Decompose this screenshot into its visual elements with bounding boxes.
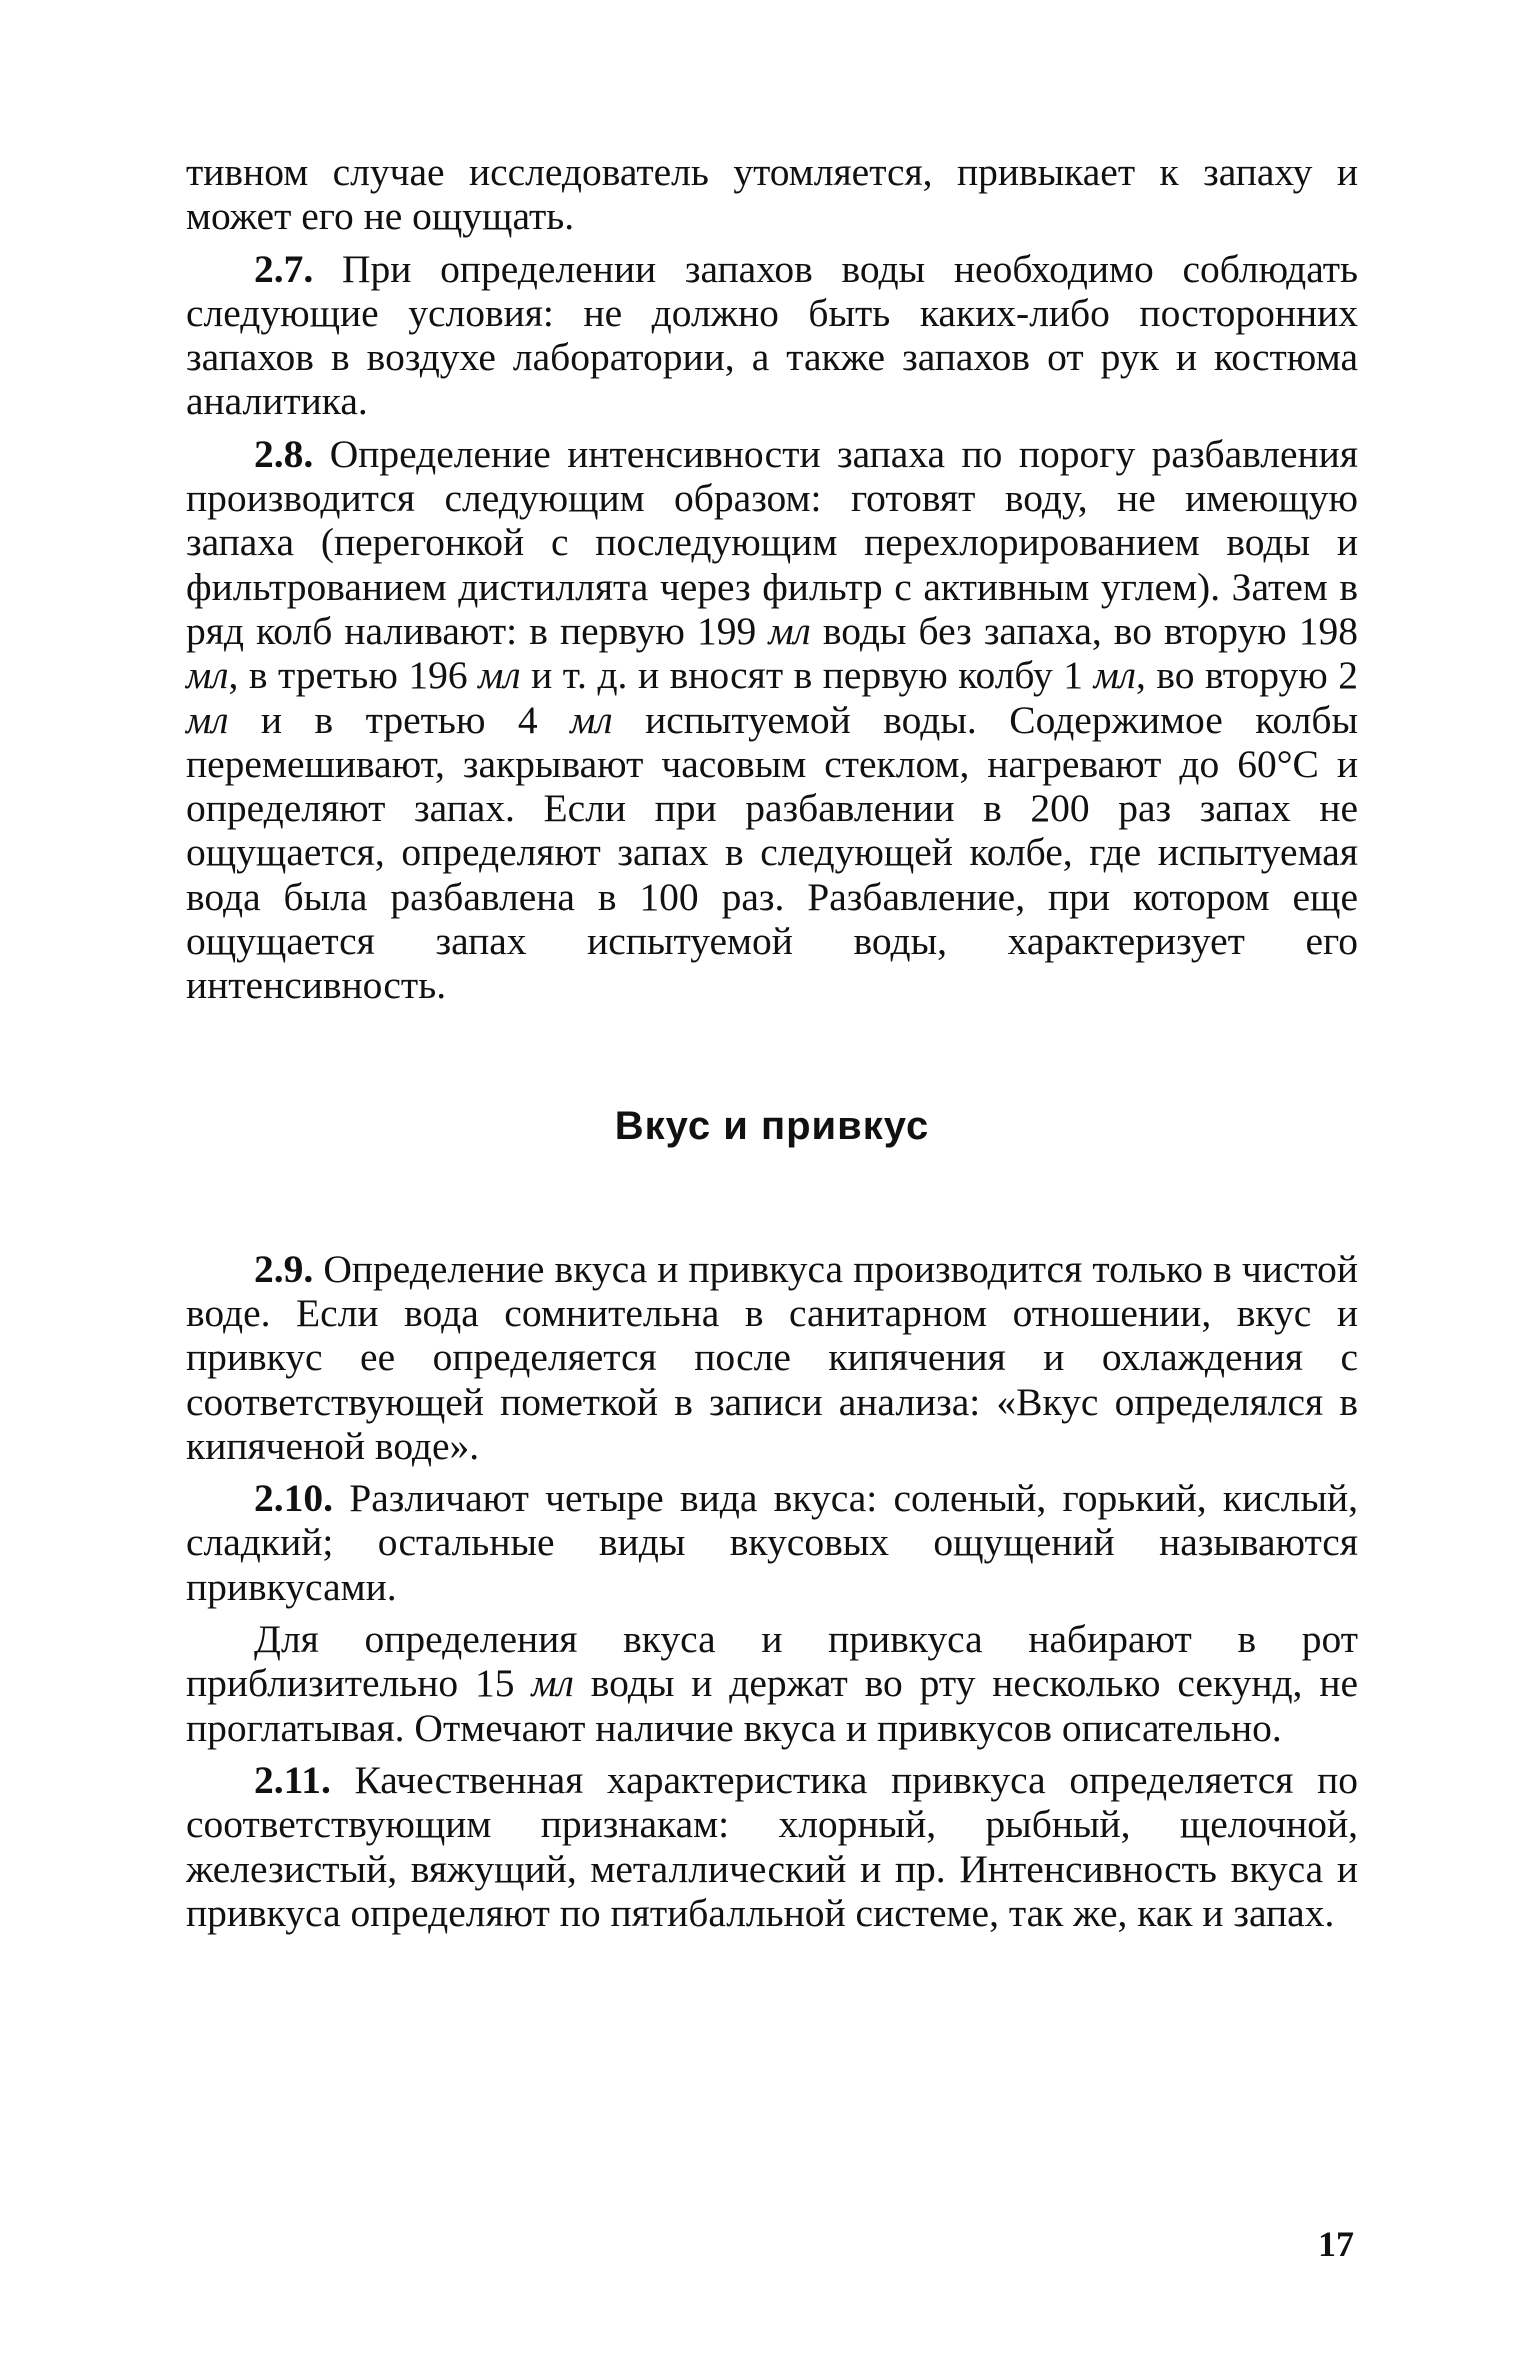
unit-ml: мл	[768, 608, 811, 653]
paragraph-text: Качественная характеристика привкуса определяется по соответствующим признакам: хлорный, рыбный, щелочной, железистый, вяжущий, металлический и пр. Интенсивность вкуса и привкуса определяют по пятибалльной системе, так же, как и запах.	[186, 1757, 1358, 1935]
paragraph-2-7	[186, 247, 1358, 424]
paragraph-text: , в третью 196	[228, 653, 479, 698]
unit-ml: мл	[1093, 653, 1136, 698]
paragraph-text: тивном случае исследователь утомляется, привыкает к запаху и может его не ощущать.	[186, 150, 1358, 239]
unit-ml: мл	[570, 697, 613, 742]
paragraph-2-8	[186, 432, 1358, 1008]
paragraph-text: Определение интенсивности запаха по порогу разбавления производится следующим образом: готовят воду, не имеющую запаха (перегонкой с последующим перехлорированием воды и фильтрованием дистиллята через фильтр с активным углем). Затем в ряд колб наливают: в первую 199	[186, 431, 1358, 653]
unit-ml: мл	[531, 1661, 574, 1706]
paragraph-text: Определение вкуса и привкуса производится только в чистой воде. Если вода сомнительна в санитарном отношении, вкус и привкус ее определяется после кипячения и охлаждения с соответствующей пометкой в записи анализа: «Вкус определялся в кипяченой воде».	[186, 1246, 1358, 1468]
paragraph-number: 2.8.	[254, 431, 314, 476]
paragraph-text: Различают четыре вида вкуса: соленый, горький, кислый, сладкий; остальные виды вкусовых ощущений называются привкусами.	[186, 1476, 1358, 1609]
paragraph-continuation	[186, 150, 1358, 239]
unit-ml: мл	[478, 653, 521, 698]
paragraph-text: и в третью 4	[228, 697, 571, 742]
paragraph-text: и т. д. и вносят в первую колбу 1	[520, 653, 1094, 698]
paragraph-taste-procedure	[186, 1617, 1358, 1750]
paragraph-text: воды без запаха, во вторую 198	[810, 608, 1358, 653]
paragraph-text: воды и держат во рту несколько секунд, не проглатывая. Отмечают наличие вкуса и привкусов описательно.	[186, 1661, 1358, 1750]
paragraph-text: При определении запахов воды необходимо соблюдать следующие условия: не должно быть каких-либо посторонних запахов в воздухе лаборатории, а также запахов от рук и костюма аналитика.	[186, 246, 1358, 424]
paragraph-2-11	[186, 1758, 1358, 1935]
paragraph-2-10	[186, 1476, 1358, 1609]
paragraph-number: 2.10.	[254, 1476, 333, 1521]
section-heading: Вкус и привкус	[614, 1103, 930, 1148]
paragraph-text: Для определения вкуса и привкуса набирают в рот приблизительно 15	[186, 1617, 1358, 1706]
unit-ml: мл	[186, 653, 229, 698]
paragraph-number: 2.11.	[254, 1757, 331, 1802]
paragraph-2-9	[186, 1247, 1358, 1468]
page-number: 17	[1318, 2224, 1354, 2264]
paragraph-text: , во вторую 2	[1136, 653, 1358, 698]
paragraph-text: испытуемой воды. Содержимое колбы перемешивают, закрывают часовым стеклом, нагревают до 60°С и определяют запах. Если при разбавлении в 200 раз запах не ощущается, определяют запах в следующей колбе, где испытуемая вода была разбавлена в 100 раз. Разбавление, при котором еще ощущается запах испытуемой воды, характеризует его интенсивность.	[186, 697, 1359, 1008]
page-body	[186, 150, 1358, 1943]
paragraph-number: 2.9.	[254, 1246, 314, 1291]
unit-ml: мл	[186, 697, 229, 742]
paragraph-number: 2.7.	[254, 246, 314, 291]
